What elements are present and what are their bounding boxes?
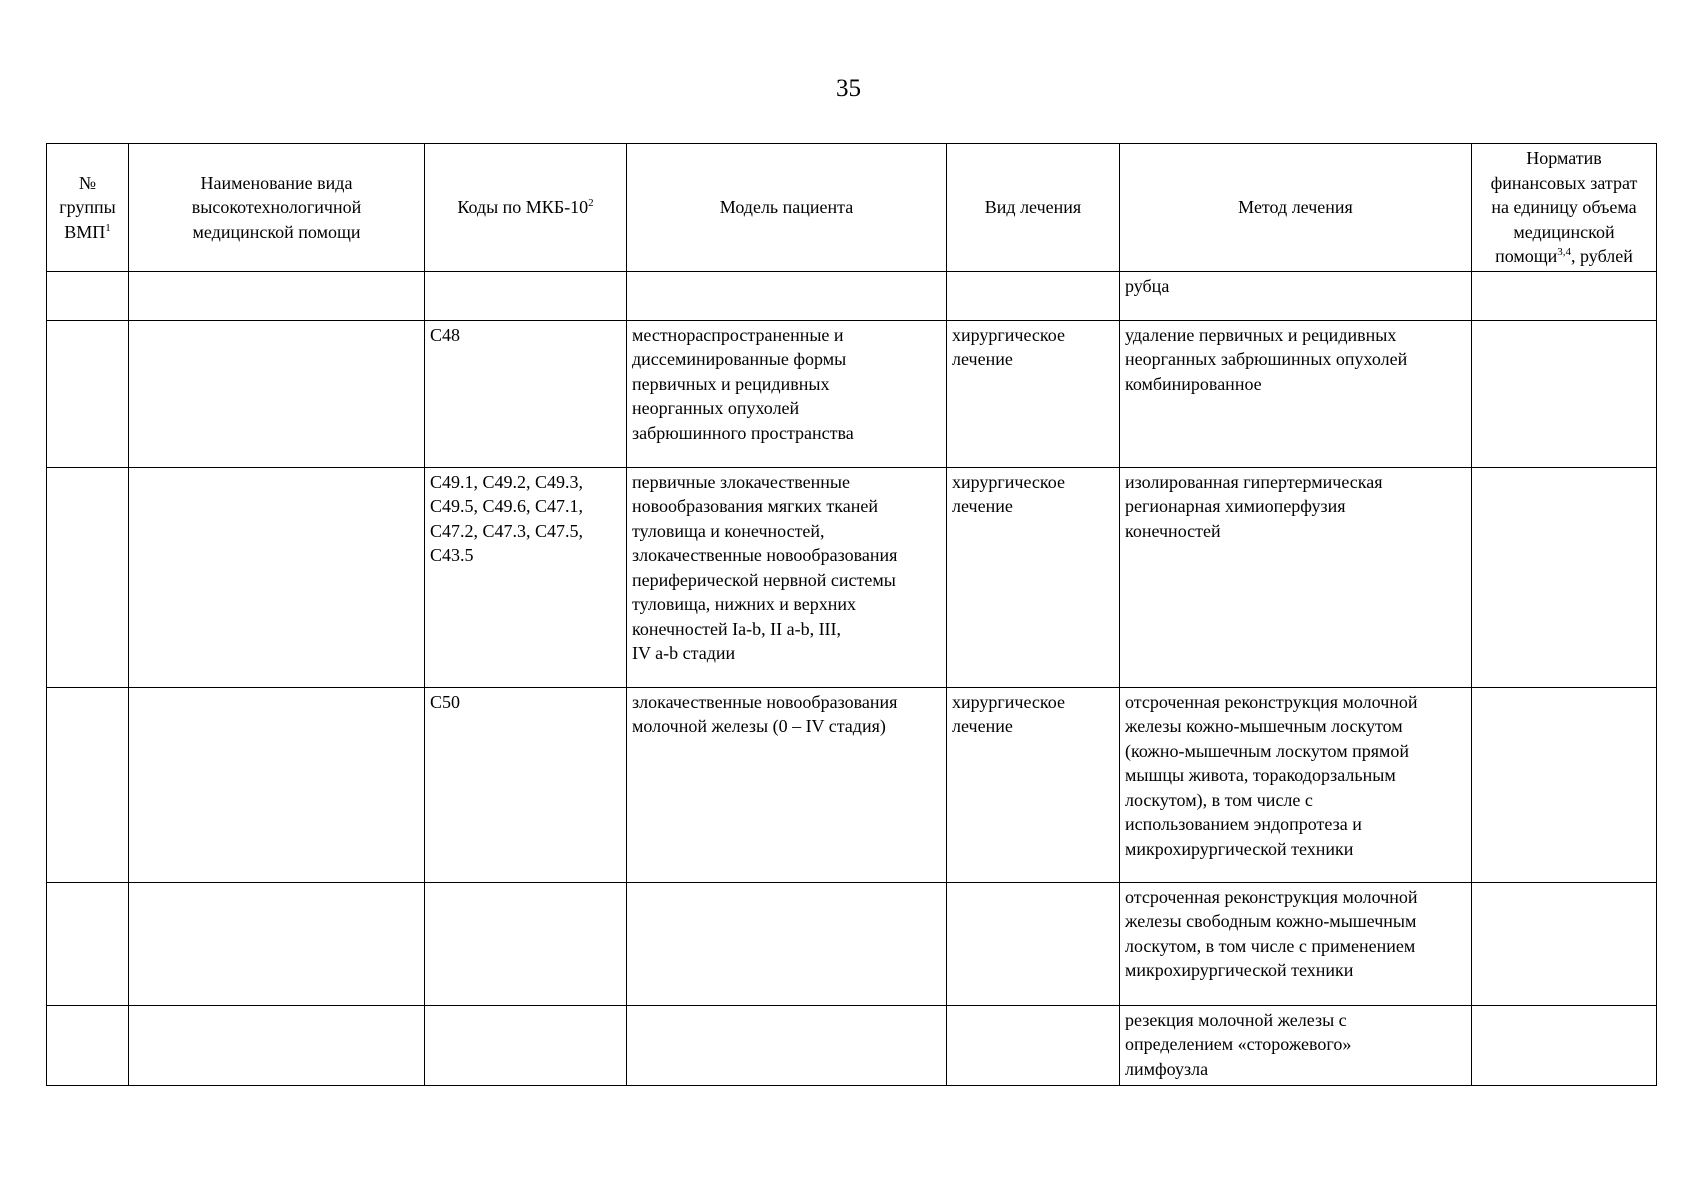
header-text: Метод лечения [1238,197,1353,217]
cell-text-line: C47.2, C47.3, C47.5, [430,520,584,541]
cell-text-line: диссеминированные формы [632,349,847,369]
cell-text-line: лечение [952,716,1013,736]
header-care-type [129,144,425,272]
cell-group-number [47,687,129,882]
cell-icd-codes [425,1005,627,1086]
cell-cost-standard [1472,1005,1657,1086]
cell-care-type [129,1005,425,1086]
cell-text-line: отсроченная реконструкция молочной [1125,886,1418,907]
cell-patient-model [627,882,947,1005]
header-icd-codes [425,144,627,272]
header-text [51,220,124,245]
cell-text-line: микрохирургической техники [1125,960,1354,980]
cell-treatment-method [1120,271,1472,320]
cell-patient-model [627,320,947,467]
cell-group-number [47,271,129,320]
header-text: № [78,172,97,193]
cell-cost-standard [1472,882,1657,1005]
table-row [47,882,1657,1005]
cell-text-line: микрохирургической техники [1125,838,1354,859]
cell-text-line: конечностей Ia-b, II a-b, III, [632,618,842,639]
cell-text-line: хирургическое [952,471,1065,492]
header-text: группы [59,197,116,217]
header-cost-standard [1472,144,1657,272]
cell-text-line: забрюшинного пространства [632,422,854,443]
cell-group-number [47,882,129,1005]
cell-text-line: определением «сторожевого» [1125,1034,1352,1054]
cell-cost-standard [1472,467,1657,687]
cell-treatment-method [1120,467,1472,687]
cell-treatment-type [947,320,1120,467]
cell-text-line: лимфоузла [1125,1058,1209,1079]
cell-text-line: лечение [952,496,1013,516]
cell-text-line: железы кожно-мышечным лоскутом [1125,716,1403,736]
header-treatment-type [947,144,1120,272]
cell-text-line: злокачественные новообразования [632,691,898,712]
header-text: ВМП [64,221,106,242]
cell-care-type [129,467,425,687]
cell-text-line: злокачественные новообразования [632,545,898,565]
table-row [47,467,1657,687]
cell-text-line: новообразования мягких тканей [632,496,878,516]
cell-text-line: удаление первичных и рецидивных [1125,324,1397,345]
cell-group-number [47,467,129,687]
cell-text-line: первичных и рецидивных [632,373,830,394]
header-group-number [47,144,129,272]
cell-care-type [129,882,425,1005]
cell-text-line: туловища, нижних и верхних [632,594,857,614]
header-patient-model [627,144,947,272]
cell-treatment-method [1120,1005,1472,1086]
cell-care-type [129,687,425,882]
cell-treatment-method [1120,882,1472,1005]
cell-text-line: неорганных опухолей [632,398,800,418]
cell-treatment-method [1120,687,1472,882]
cell-text-line: молочной железы (0 – IV стадия) [632,716,886,736]
header-text: медицинской помощи [192,221,361,242]
table-row [47,320,1657,467]
table-row [47,271,1657,320]
page-number: 35 [836,75,861,102]
cell-text-line: лечение [952,349,1013,369]
cell-text-line: регионарная химиоперфузия [1125,496,1346,516]
cell-text-line: использованием эндопротеза и [1125,814,1362,834]
header-text: , рублей [1571,246,1633,266]
cell-group-number [47,320,129,467]
cell-patient-model [627,687,947,882]
cell-text-line: (кожно-мышечным лоскутом прямой [1125,740,1410,761]
header-text: высокотехнологичной [191,197,362,217]
table-row [47,1005,1657,1086]
cell-cost-standard [1472,320,1657,467]
cell-text-line: лоскутом), в том числе с [1125,789,1313,810]
cell-treatment-type [947,1005,1120,1086]
cell-text-line: C50 [430,691,461,712]
cell-text-line: неорганных забрюшинных опухолей [1125,349,1408,369]
cell-text-line: C43.5 [430,545,474,565]
cell-text-line: изолированная гипертермическая [1125,471,1383,492]
footnote-mark: 2 [588,197,594,209]
cell-text-line: C49.5, C49.6, C47.1, [430,496,584,516]
header-text: финансовых затрат [1490,172,1638,193]
cell-treatment-method [1120,320,1472,467]
footnote-mark: 1 [105,221,111,234]
cell-patient-model [627,1005,947,1086]
cell-cost-standard [1472,687,1657,882]
header-text: Модель пациента [719,197,854,217]
cell-patient-model [627,271,947,320]
cell-icd-codes [425,687,627,882]
cell-text-line: первичные злокачественные [632,471,850,492]
vmp-table [46,143,1657,1086]
cell-icd-codes [425,271,627,320]
header-text: медицинской [1513,221,1615,242]
cell-text-line: C48 [430,324,461,345]
cell-icd-codes [425,467,627,687]
cell-treatment-type [947,882,1120,1005]
table-body [47,271,1657,1086]
header-text: помощи [1495,246,1558,266]
header-text: Коды по МКБ-10 [457,197,589,217]
cell-icd-codes [425,320,627,467]
cell-text-line: резекция молочной железы с [1125,1009,1347,1030]
cell-text-line: мышцы живота, торакодорзальным [1125,765,1396,785]
header-text [1476,244,1652,269]
header-text: на единицу объема [1491,197,1637,217]
cell-text-line: конечностей [1125,520,1221,541]
cell-text-line: туловища и конечностей, [632,520,825,541]
header-text: Норматив [1526,148,1602,168]
cell-text-line: хирургическое [952,691,1065,712]
cell-group-number [47,1005,129,1086]
cell-text-line: комбинированное [1125,373,1262,394]
cell-text-line: лоскутом, в том числе с применением [1125,935,1416,956]
cell-text-line: C49.1, C49.2, C49.3, [430,471,584,492]
footnote-mark: 3,4 [1557,246,1572,258]
cell-text-line: IV a-b стадии [632,643,736,663]
cell-patient-model [627,467,947,687]
header-treatment-method [1120,144,1472,272]
cell-treatment-type [947,687,1120,882]
table-header-row [47,144,1657,272]
cell-text-line: периферической нервной системы [632,569,896,590]
header-text: Наименование вида [200,172,353,193]
header-text: Вид лечения [984,197,1082,217]
cell-text-line: хирургическое [952,324,1065,345]
cell-care-type [129,320,425,467]
cell-cost-standard [1472,271,1657,320]
cell-text-line: железы свободным кожно-мышечным [1125,911,1417,931]
cell-treatment-type [947,271,1120,320]
cell-icd-codes [425,882,627,1005]
cell-treatment-type [947,467,1120,687]
cell-care-type [129,271,425,320]
cell-text-line: местнораспространенные и [632,324,844,345]
table-row [47,687,1657,882]
cell-text-line: отсроченная реконструкция молочной [1125,691,1418,712]
cell-text-line: рубца [1125,275,1170,296]
